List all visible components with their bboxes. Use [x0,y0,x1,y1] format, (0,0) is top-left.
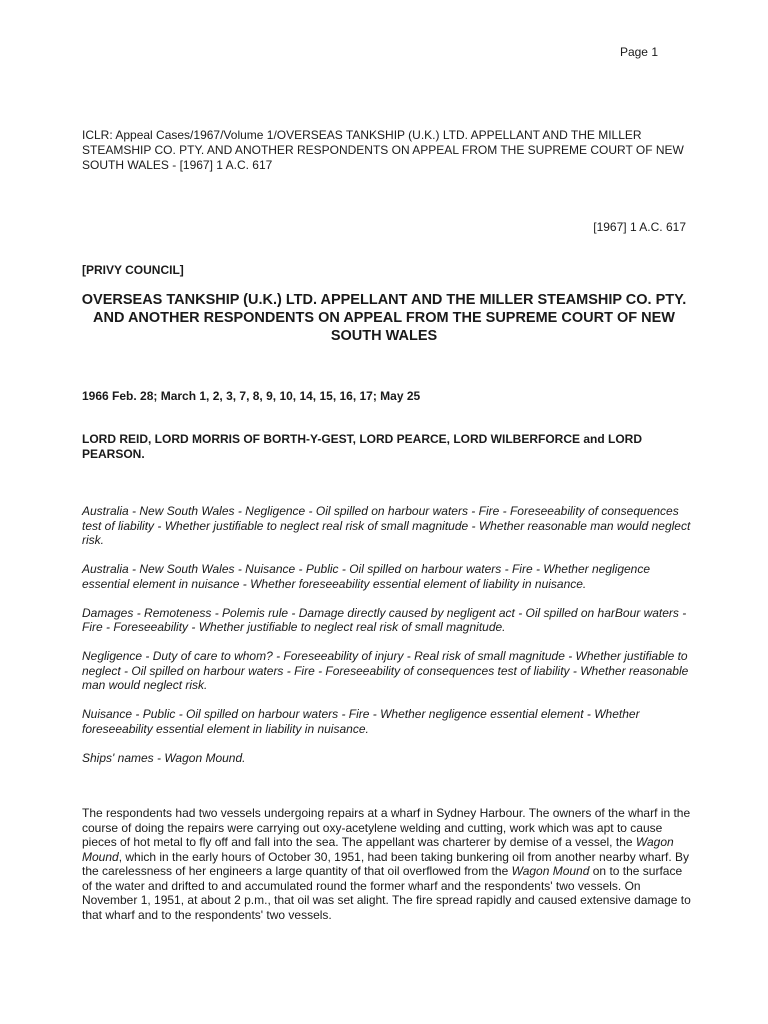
judges-list: LORD REID, LORD MORRIS OF BORTH-Y-GEST, LORD PEARCE, LORD WILBERFORCE and LORD PEARSON. [82,432,642,461]
headnote-body [82,806,694,922]
body-text-segment: on to the surface of the water and drifted to and accumulated round the former wharf and the respondents' two vessels. On November 1, 1951, at about 2 p.m., that oil was set alight. The fire spread rapidly and caused extensive damage to that wharf and to the respondents' two vessels. [82,864,691,922]
catchword-paragraph: Damages - Remoteness - Polemis rule - Damage directly caused by negligent act - Oil spilled on harBour waters - Fire - Foreseeability - Whether justifiable to neglect real risk of small magnitude. [82,605,687,634]
body-text-segment: , which in the early hours of October 30, 1951, had been taking bunkering oil from another nearby wharf. By the carelessness of her engineers a large quantity of that oil overflowed from the [82,849,690,878]
catchword-paragraph: Negligence - Duty of care to whom? - Foreseeability of injury - Real risk of small magnitude - Whether justifiable to neglect - Oil spilled on harbour waters - Fire - Foreseeability of consequences test of liability - Whether reasonable man would neglect risk. [82,649,689,692]
catchwords [82,504,694,780]
body-text-segment: The respondents had two vessels undergoing repairs at a wharf in Sydney Harbour. The owners of the wharf in the course of doing the repairs were carrying out oxy-acetylene welding and cutting, work which was apt to cause pieces of hot metal to fly off and fall into the sea. The appellant was charterer by demise of a vessel, the [82,806,691,849]
catchword-paragraph: Nuisance - Public - Oil spilled on harbour waters - Fire - Whether negligence essential element - Whether foreseeability essential element in liability in nuisance. [82,707,640,736]
page-number: Page 1 [619,45,658,59]
hearing-dates: 1966 Feb. 28; March 1, 2, 3, 7, 8, 9, 10, 14, 15, 16, 17; May 25 [82,389,421,403]
report-reference: [1967] 1 A.C. 617 [593,220,686,234]
ship-name: Wagon Mound [82,835,674,864]
catchword-paragraph: Australia - New South Wales - Nuisance - Public - Oil spilled on harbour waters - Fire - Whether negligence essential element in nuisance - Whether foreseeability essential element of liability in nuisance. [82,562,651,591]
citation-header: ICLR: Appeal Cases/1967/Volume 1/OVERSEAS TANKSHIP (U.K.) LTD. APPELLANT AND THE MILLER STEAMSHIP CO. PTY. AND ANOTHER RESPONDENTS ON APPEAL FROM THE SUPREME COURT OF NEW SOUTH WALES - [1967] 1 A.C. 617 [82,128,684,172]
catchword-paragraph: Australia - New South Wales - Negligence - Oil spilled on harbour waters - Fire - Foreseeability of consequences test of liability - Whether justifiable to neglect real risk of small magnitude - Whether reasonable man would neglect risk. [82,504,691,547]
case-title: OVERSEAS TANKSHIP (U.K.) LTD. APPELLANT AND THE MILLER STEAMSHIP CO. PTY. AND ANOTHER RESPONDENTS ON APPEAL FROM THE SUPREME COURT OF NEW SOUTH WALES [81,292,687,344]
body-paragraph [82,806,694,922]
court-label: [PRIVY COUNCIL] [82,263,184,277]
catchword-paragraph: Ships' names - Wagon Mound. [82,750,246,765]
ship-name: Wagon Mound [511,864,590,878]
